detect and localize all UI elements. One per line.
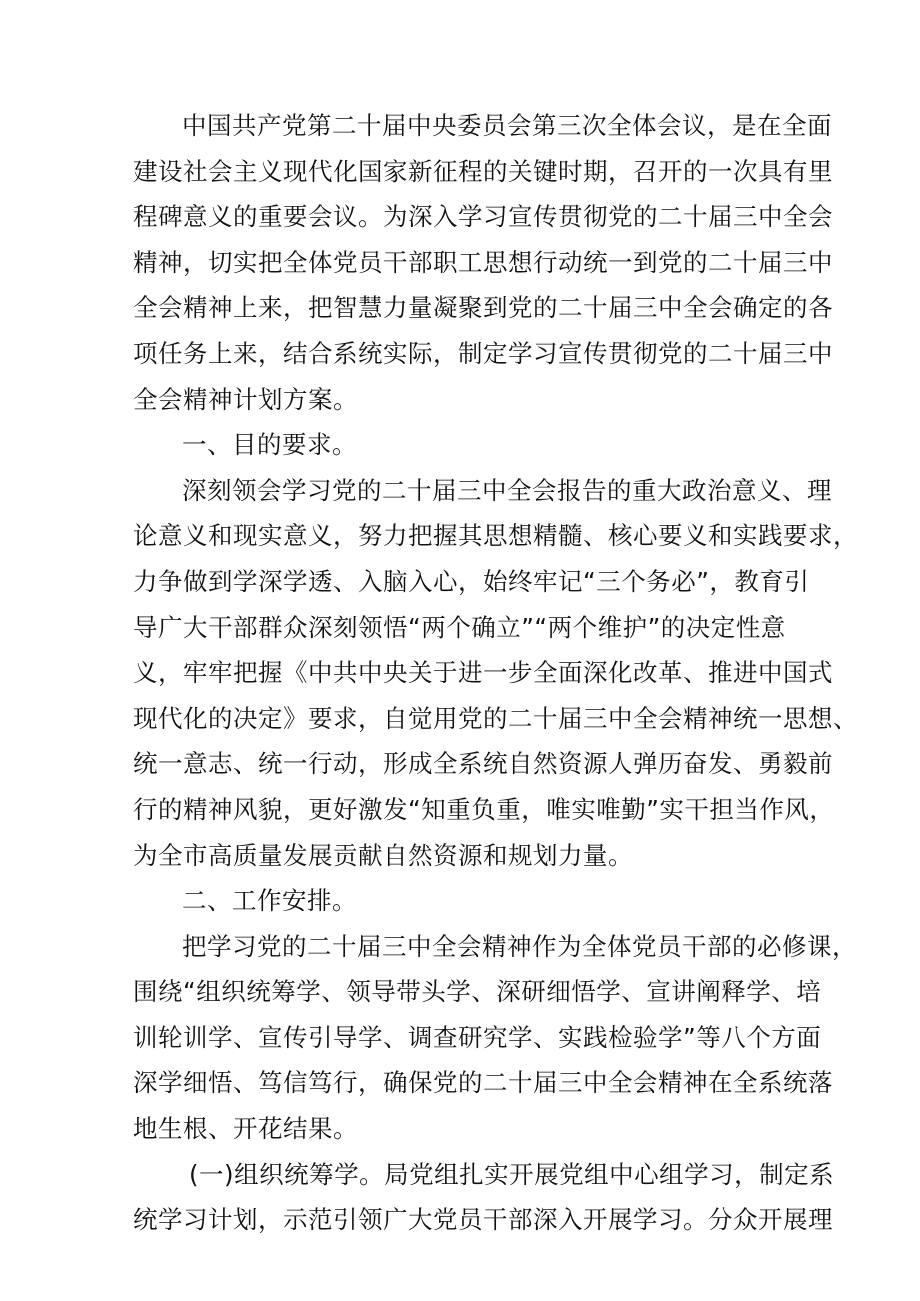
section-heading-2: 二、工作安排。 <box>182 886 357 916</box>
paragraph-4-line: (一)组织统筹学。局党组扎实开展党组中心组学习，制定系 <box>189 1159 835 1189</box>
paragraph-1-line: 精神，切实把全体党员干部职工思想行动统一到党的二十届三中 <box>133 247 833 277</box>
paragraph-1-line: 中国共产党第二十届中央委员会第三次全体会议，是在全面 <box>182 111 832 140</box>
paragraph-1-line: 建设社会主义现代化国家新征程的关键时期，召开的一次具有里 <box>133 156 833 186</box>
paragraph-1-line: 程碑意义的重要会议。为深入学习宣传贯彻党的二十届三中全会 <box>133 202 833 232</box>
paragraph-3-line: 把学习党的二十届三中全会精神作为全体党员干部的必修课， <box>182 931 857 961</box>
paragraph-2-line: 为全市高质量发展贡献自然资源和规划力量。 <box>133 840 633 870</box>
paragraph-1-line: 全会精神上来，把智慧力量凝聚到党的二十届三中全会确定的各 <box>133 293 833 323</box>
document-body <box>133 103 858 1243</box>
paragraph-3-line: 围绕“组织统筹学、领导带头学、深研细悟学、宣讲阐释学、培 <box>133 977 822 1007</box>
paragraph-2-line: 统一意志、统一行动，形成全系统自然资源人弹历奋发、勇毅前 <box>133 749 833 779</box>
paragraph-2-line: 行的精神风貌，更好激发“知重负重，唯实唯勤”实干担当作风， <box>133 794 835 824</box>
paragraph-2-line: 深刻领会学习党的二十届三中全会报告的重大政治意义、理 <box>182 475 832 505</box>
paragraph-4-line: 统学习计划，示范引领广大党员干部深入开展学习。分众开展理 <box>133 1205 833 1235</box>
paragraph-1-line: 全会精神计划方案。 <box>133 384 358 414</box>
paragraph-3-line: 训轮训学、宣传引导学、调查研究学、实践检验学”等八个方面 <box>133 1022 822 1052</box>
paragraph-2-line: 现代化的决定》要求，自觉用党的二十届三中全会精神统一思想、 <box>133 703 858 733</box>
paragraph-3-line: 深学细悟、笃信笃行，确保党的二十届三中全会精神在全系统落 <box>133 1068 833 1098</box>
paragraph-2-line: 力争做到学深学透、入脑入心，始终牢记“三个务必”，教育引 <box>133 566 810 596</box>
paragraph-3-line: 地生根、开花结果。 <box>133 1114 358 1144</box>
section-heading-1: 一、目的要求。 <box>182 430 357 460</box>
paragraph-1-line: 项任务上来，结合系统实际，制定学习宣传贯彻党的二十届三中 <box>133 338 833 368</box>
paragraph-2-line: 导广大干部群众深刻领悟“两个确立”“两个维护”的决定性意 <box>133 612 786 642</box>
paragraph-2-line: 义，牢牢把握《中共中央关于进一步全面深化改革、推进中国式 <box>133 658 833 688</box>
paragraph-2-line: 论意义和现实意义，努力把握其思想精髓、核心要义和实践要求， <box>133 521 858 551</box>
